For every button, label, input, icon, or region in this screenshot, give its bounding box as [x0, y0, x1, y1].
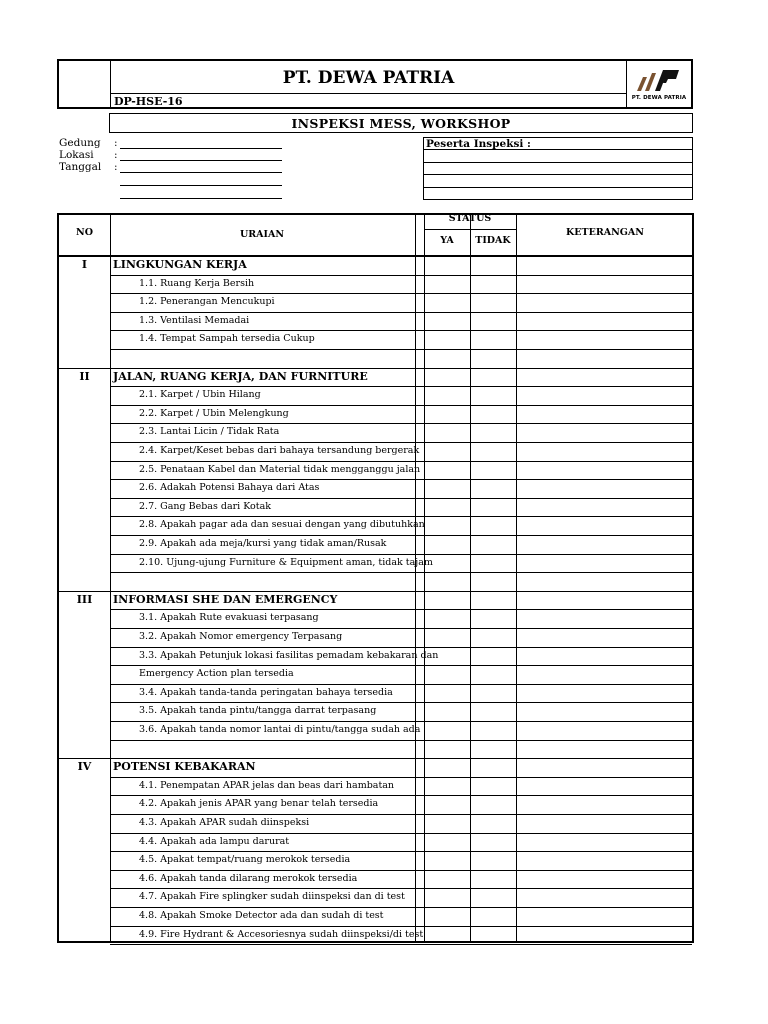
section-number: III	[76, 592, 93, 606]
checklist-item: 4.1. Penempatan APAR jelas dan beas dari hambatan	[139, 779, 395, 791]
label-tanggal: Tanggal	[59, 161, 102, 173]
row-divider	[110, 423, 692, 424]
row-divider	[110, 795, 692, 796]
section-title: LINGKUNGAN KERJA	[113, 258, 247, 271]
lokasi-field[interactable]	[120, 160, 282, 161]
row-divider	[110, 293, 692, 294]
row-divider	[110, 312, 692, 313]
company-name: PT. DEWA PATRIA	[110, 61, 627, 94]
checklist-item: 2.9. Apakah ada meja/kursi yang tidak aman/Rusak	[139, 538, 387, 549]
checklist-item: 4.3. Apakah APAR sudah diinspeksi	[139, 817, 310, 828]
row-divider	[110, 721, 692, 722]
col-header-status: STATUS	[448, 213, 492, 224]
checklist-item: 4.5. Apakat tempat/ruang merokok tersedia	[139, 854, 351, 866]
row-divider	[110, 740, 692, 741]
checklist-item: 4.4. Apakah ada lampu darurat	[139, 835, 290, 847]
row-divider	[110, 405, 692, 406]
checklist-item: 3.3. Apakah Petunjuk lokasi fasilitas pemadam kebakaran dan	[139, 649, 439, 661]
checklist-item: 2.4. Karpet/Keset bebas dari bahaya tersandung bergerak	[139, 445, 420, 456]
header-divider	[59, 255, 692, 257]
checklist-item: 1.4. Tempat Sampah tersedia Cukup	[139, 333, 315, 345]
checklist-item: 2.8. Apakah pagar ada dan sesuai dengan yang dibutuhkan	[139, 519, 425, 531]
checklist-table	[57, 213, 694, 943]
row-divider	[110, 907, 692, 908]
document-header	[57, 59, 693, 109]
checklist-item: 2.1. Karpet / Ubin Hilang	[139, 389, 261, 401]
checklist-item: 4.7. Apakah Fire splingker sudah diinspeksi dan di test	[139, 891, 405, 903]
label-gedung: Gedung	[59, 137, 101, 149]
checklist-item: Emergency Action plan tersedia	[139, 668, 294, 680]
checklist-item: 2.7. Gang Bebas dari Kotak	[139, 500, 272, 512]
section-divider	[59, 591, 692, 592]
row-divider	[110, 628, 692, 629]
col-header-keterangan: KETERANGAN	[566, 227, 644, 238]
row-divider	[110, 479, 692, 480]
checklist-item: 4.2. Apakah jenis APAR yang benar telah tersedia	[139, 798, 379, 810]
row-divider	[110, 777, 692, 778]
col-header-tidak: TIDAK	[475, 235, 511, 246]
row-divider	[110, 275, 692, 276]
row-divider	[110, 535, 692, 536]
peserta-line[interactable]	[424, 174, 692, 175]
checklist-item: 1.1. Ruang Kerja Bersih	[139, 277, 255, 289]
gedung-field[interactable]	[120, 148, 282, 149]
peserta-line[interactable]	[424, 149, 692, 150]
checklist-item: 2.5. Penataan Kabel dan Material tidak mengganggu jalan	[139, 463, 421, 475]
section-divider	[59, 758, 692, 759]
row-divider	[110, 330, 692, 331]
blank-field-line[interactable]	[120, 198, 282, 199]
header-left-cell	[59, 61, 111, 107]
checklist-item: 1.3. Ventilasi Memadai	[139, 314, 250, 326]
checklist-item: 3.2. Apakah Nomor emergency Terpasang	[139, 631, 343, 642]
col-header-no: NO	[76, 227, 93, 238]
row-divider	[110, 349, 692, 350]
row-divider	[110, 461, 692, 462]
checklist-item: 4.9. Fire Hydrant & Accesoriesnya sudah diinspeksi/di test	[139, 928, 424, 940]
row-divider	[110, 516, 692, 517]
row-divider	[110, 684, 692, 685]
row-divider	[110, 702, 692, 703]
checklist-item: 3.5. Apakah tanda pintu/tangga darrat terpasang	[139, 705, 377, 717]
section-number: IV	[77, 760, 92, 774]
peserta-inspeksi-label: Peserta Inspeksi :	[426, 138, 531, 150]
checklist-item: 3.6. Apakah tanda nomor lantai di pintu/tangga sudah ada	[139, 724, 421, 735]
checklist-item: 2.10. Ujung-ujung Furniture & Equipment aman, tidak tajam	[139, 556, 433, 568]
section-divider	[59, 368, 692, 369]
checklist-item: 4.6. Apakah tanda dilarang merokok tersedia	[139, 872, 358, 884]
col-header-uraian: URAIAN	[239, 229, 285, 240]
status-header-divider	[424, 229, 516, 230]
row-divider	[110, 386, 692, 387]
section-number: I	[81, 258, 88, 271]
row-divider	[110, 609, 692, 610]
row-divider	[110, 665, 692, 666]
colon: :	[114, 161, 118, 173]
company-logo-icon	[635, 67, 681, 93]
row-divider	[110, 888, 692, 889]
form-title: INSPEKSI MESS, WORKSHOP	[109, 113, 693, 133]
row-divider	[110, 572, 692, 573]
section-number: II	[79, 369, 90, 383]
row-divider	[110, 944, 692, 945]
row-divider	[110, 851, 692, 852]
row-divider	[110, 926, 692, 927]
checklist-item: 2.3. Lantai Licin / Tidak Rata	[139, 426, 280, 438]
section-title: INFORMASI SHE DAN EMERGENCY	[113, 592, 338, 606]
section-title: JALAN, RUANG KERJA, DAN FURNITURE	[113, 369, 368, 383]
row-divider	[110, 870, 692, 871]
blank-field-line[interactable]	[120, 185, 282, 186]
row-divider	[110, 647, 692, 648]
colon: :	[114, 149, 118, 161]
checklist-item: 2.6. Adakah Potensi Bahaya dari Atas	[139, 482, 320, 494]
colon: :	[114, 137, 118, 149]
checklist-item: 2.2. Karpet / Ubin Melengkung	[139, 407, 289, 419]
checklist-item: 4.8. Apakah Smoke Detector ada dan sudah di test	[139, 910, 384, 921]
peserta-inspeksi-box	[423, 137, 693, 200]
peserta-line[interactable]	[424, 187, 692, 188]
logo-caption: PT. DEWA PATRIA	[631, 95, 687, 101]
col-header-ya: YA	[440, 235, 454, 246]
row-divider	[110, 498, 692, 499]
checklist-item: 3.1. Apakah Rute evakuasi terpasang	[139, 612, 319, 624]
row-divider	[110, 442, 692, 443]
row-divider	[110, 833, 692, 834]
checklist-item: 1.2. Penerangan Mencukupi	[139, 296, 275, 308]
peserta-line[interactable]	[424, 162, 692, 163]
section-title: POTENSI KEBAKARAN	[113, 760, 256, 774]
row-divider	[110, 814, 692, 815]
tanggal-field[interactable]	[120, 172, 282, 173]
label-lokasi: Lokasi	[59, 149, 94, 161]
logo-cell	[626, 61, 691, 107]
checklist-item: 3.4. Apakah tanda-tanda peringatan bahaya tersedia	[139, 686, 393, 698]
document-code: DP-HSE-16	[114, 95, 183, 108]
row-divider	[110, 554, 692, 555]
